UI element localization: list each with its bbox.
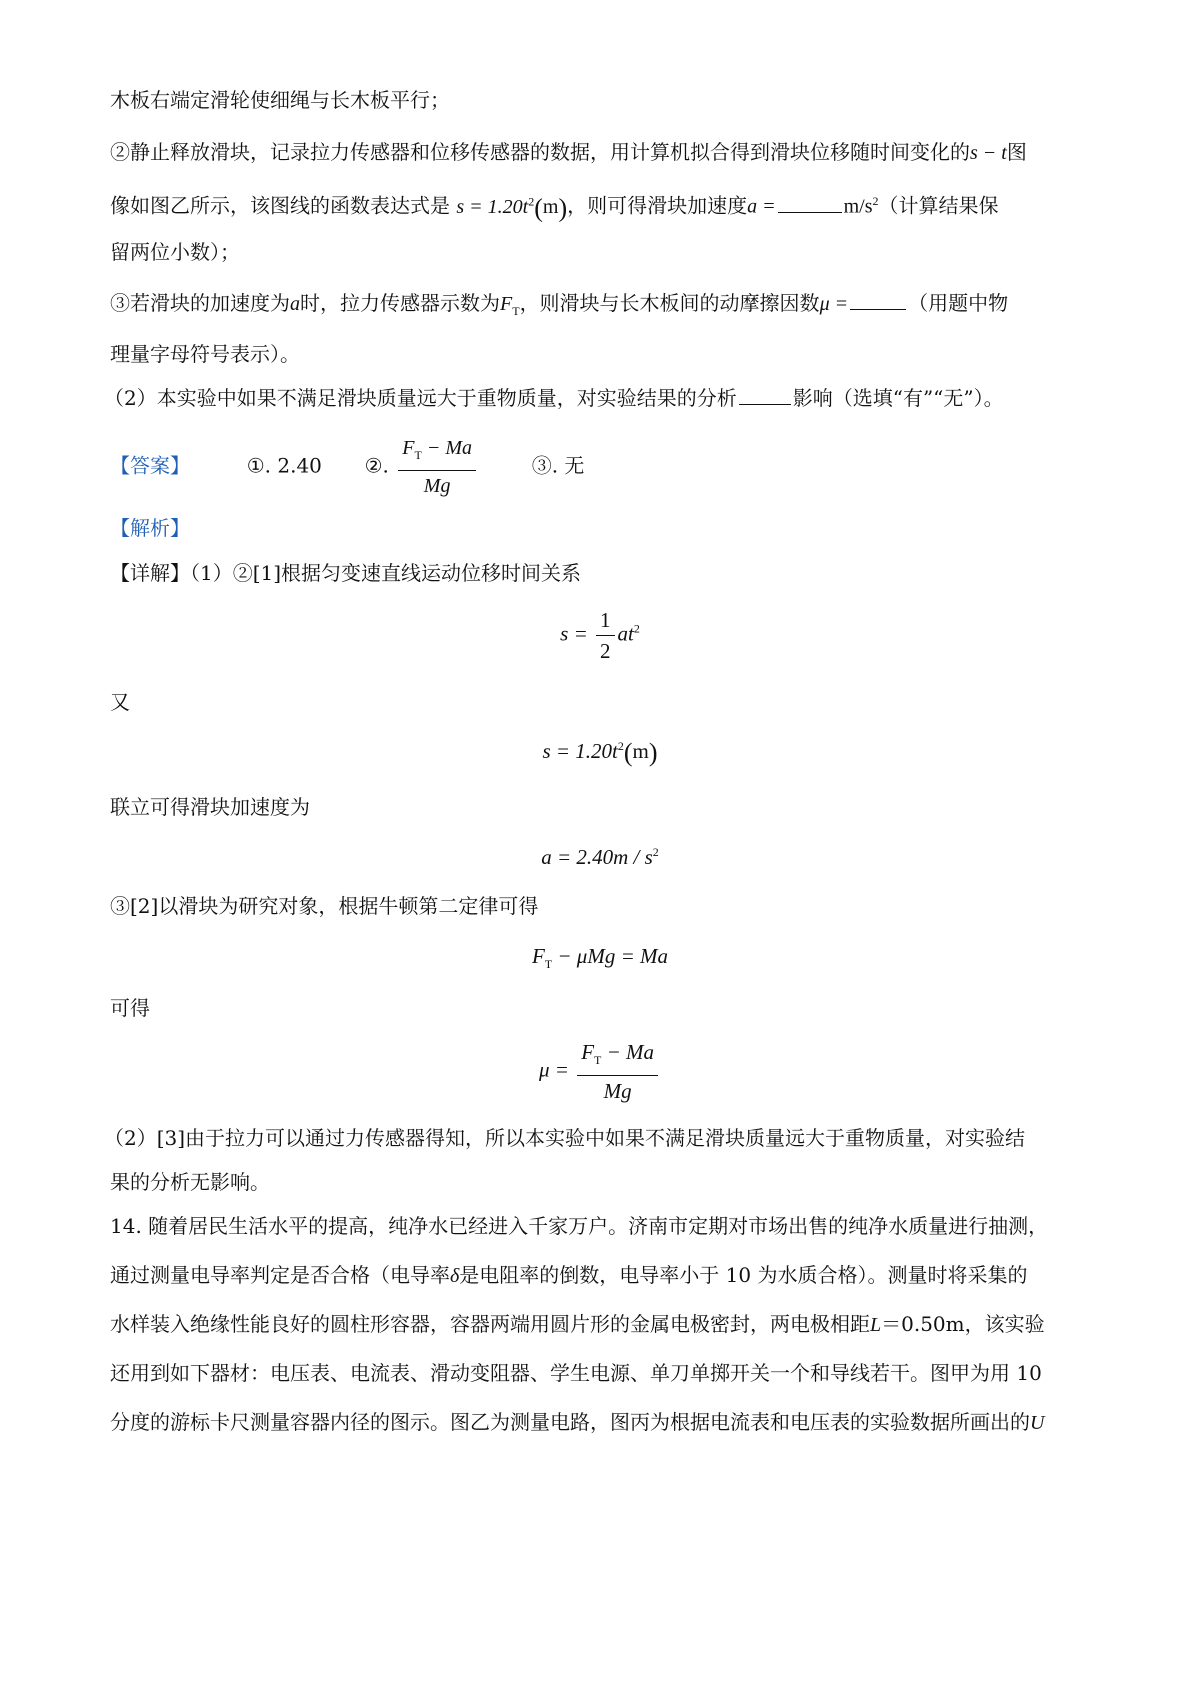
- text-line-1: 木板右端定滑轮使细绳与长木板平行；: [110, 88, 450, 112]
- answer-2-label: ②.: [364, 453, 389, 478]
- answer-blank-1: [778, 194, 842, 213]
- formula-s-fit: $s = 1.20t^2(m)$: [456, 193, 568, 223]
- q14-line-3: 水样装入绝缘性能良好的圆柱形容器，容器两端用圆片形的金属电极密封，两电极相距L＝0.50m，该实验: [110, 1312, 1045, 1336]
- answer-3: ③. 无: [531, 453, 585, 478]
- answer-blank-3: [739, 386, 791, 405]
- q14-line-2: 通过测量电导率判定是否合格（电导率δ是电阻率的倒数，电导率小于 10 为水质合格）。测量时将采集的: [110, 1263, 1028, 1287]
- text-kede: 可得: [110, 996, 150, 1020]
- answer-2-fraction: $\frac{F_T - Ma}{Mg}$: [398, 436, 476, 498]
- q14-line-5: 分度的游标卡尺测量容器内径的图示。图乙为测量电路，图丙为根据电流表和电压表的实验数据所画出的U: [110, 1410, 1045, 1434]
- text-line-15: （2）[3]由于拉力可以通过力传感器得知，所以本实验中如果不满足滑块质量远大于重物质量，对实验结: [104, 1126, 1026, 1150]
- formula-displacement: s = $\frac{1}{2}$ $at^2$: [560, 608, 640, 663]
- answer-blank-2: [850, 291, 906, 310]
- q14-line-1: 14. 随着居民生活水平的提高，纯净水已经进入千家万户。济南市定期对市场出售的纯净水质量进行抽测，: [110, 1214, 1049, 1238]
- detail-row: 【详解】（1）②[1]根据匀变速直线运动位移时间关系: [110, 561, 582, 585]
- analysis-row: [110, 516, 190, 540]
- q14-line-4: 还用到如下器材：电压表、电流表、滑动变阻器、学生电源、单刀单掷开关一个和导线若干。图甲为用 10: [110, 1361, 1042, 1385]
- formula-newton: $F_T - \mu Mg = Ma$: [531, 944, 669, 972]
- fraction-half: $\frac{1}{2}$: [596, 608, 615, 663]
- text-lianli: 联立可得滑块加速度为: [110, 795, 310, 819]
- text-line-16: 果的分析无影响。: [110, 1170, 270, 1194]
- text-line-7: （2）本实验中如果不满足滑块质量远大于重物质量，对实验结果的分析 影响（选填“有”“无”）。: [104, 386, 1004, 410]
- answer-tag: 【答案】: [110, 453, 190, 478]
- formula-s-fit-2: $s = 1.20t^2(m)$: [542, 738, 658, 767]
- text-you: 又: [110, 690, 130, 714]
- text-line-5: ③若滑块的加速度为a时，拉力传感器示数为$F_T$，则滑块与长木板间的动摩擦因数μ = （用题中物: [110, 291, 1009, 318]
- text-line-3: 像如图乙所示，该图线的函数表达式是 $s = 1.20t^2(m)$，则可得滑块加速度$a = m/s^2$（计算结果保: [110, 193, 999, 223]
- text-line-2: ②静止释放滑块，记录拉力传感器和位移传感器的数据，用计算机拟合得到滑块位移随时间变化的s − t图: [110, 140, 1027, 164]
- formula-mu: μ = $\frac{F_T - Ma}{Mg}$: [0, 1040, 1200, 1103]
- text-line-4: 留两位小数）；: [110, 240, 240, 264]
- fraction-mu: $\frac{F_T - Ma}{Mg}$: [577, 1040, 658, 1103]
- formula-a-result: $a = 2.40m / s^2$: [541, 845, 659, 869]
- text-line-6: 理量字母符号表示）。: [110, 342, 300, 366]
- detail-tag: 【详解】: [110, 561, 190, 585]
- text-line-13: ③[2]以滑块为研究对象，根据牛顿第二定律可得: [110, 894, 539, 918]
- analysis-tag: 【解析】: [110, 516, 190, 540]
- answer-row: [110, 436, 584, 498]
- answer-1: ①. 2.40: [246, 453, 322, 478]
